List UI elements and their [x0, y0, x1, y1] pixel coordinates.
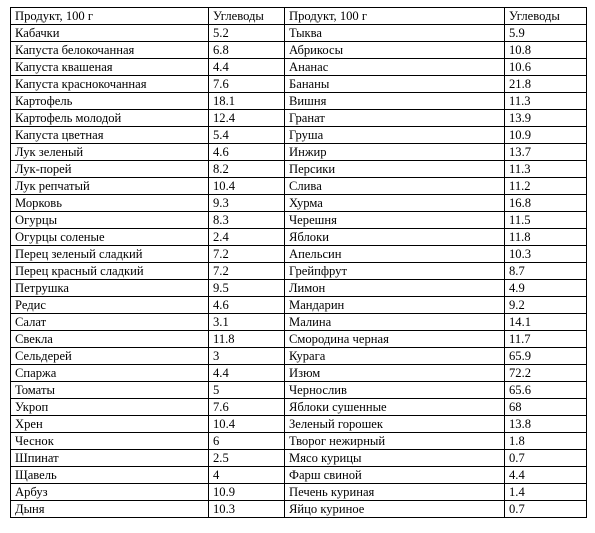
table-row — [11, 484, 587, 501]
table-row — [11, 110, 587, 127]
cell-carbs-right: 9.2 — [505, 297, 587, 314]
cell-product-right: Черешня — [285, 212, 505, 229]
cell-carbs-left: 4.6 — [209, 144, 285, 161]
carbs-table — [10, 7, 587, 518]
table-row — [11, 246, 587, 263]
cell-carbs-right: 10.9 — [505, 127, 587, 144]
cell-carbs-left: 7.2 — [209, 263, 285, 280]
cell-product-right: Яблоки — [285, 229, 505, 246]
cell-carbs-right: 1.4 — [505, 484, 587, 501]
table-row — [11, 331, 587, 348]
cell-product-right: Мандарин — [285, 297, 505, 314]
cell-product-left: Арбуз — [11, 484, 209, 501]
cell-product-right: Курага — [285, 348, 505, 365]
cell-carbs-right: 11.8 — [505, 229, 587, 246]
table-row — [11, 416, 587, 433]
cell-carbs-right: 65.9 — [505, 348, 587, 365]
cell-product-left: Дыня — [11, 501, 209, 518]
cell-product-left: Кабачки — [11, 25, 209, 42]
cell-carbs-left: 5.2 — [209, 25, 285, 42]
cell-product-left: Салат — [11, 314, 209, 331]
cell-product-left: Картофель молодой — [11, 110, 209, 127]
cell-carbs-left: 10.9 — [209, 484, 285, 501]
table-row — [11, 365, 587, 382]
cell-product-right: Грейпфрут — [285, 263, 505, 280]
cell-product-left: Свекла — [11, 331, 209, 348]
cell-carbs-right: 65.6 — [505, 382, 587, 399]
cell-carbs-right: 4.9 — [505, 280, 587, 297]
table-row — [11, 501, 587, 518]
cell-carbs-left: 7.6 — [209, 399, 285, 416]
cell-carbs-left: 2.5 — [209, 450, 285, 467]
cell-carbs-right: 68 — [505, 399, 587, 416]
cell-carbs-right: 10.3 — [505, 246, 587, 263]
table-row — [11, 399, 587, 416]
cell-carbs-right: 14.1 — [505, 314, 587, 331]
cell-carbs-right: 0.7 — [505, 450, 587, 467]
table-row — [11, 212, 587, 229]
cell-product-right: Яйцо куриное — [285, 501, 505, 518]
table-row — [11, 467, 587, 484]
cell-product-right: Бананы — [285, 76, 505, 93]
cell-carbs-right: 11.3 — [505, 161, 587, 178]
cell-product-right: Зеленый горошек — [285, 416, 505, 433]
cell-product-right: Мясо курицы — [285, 450, 505, 467]
cell-carbs-right: 13.7 — [505, 144, 587, 161]
cell-product-left: Лук зеленый — [11, 144, 209, 161]
table-row — [11, 280, 587, 297]
cell-carbs-right: 11.5 — [505, 212, 587, 229]
cell-product-right: Фарш свиной — [285, 467, 505, 484]
cell-carbs-right: 10.6 — [505, 59, 587, 76]
cell-product-left: Хрен — [11, 416, 209, 433]
cell-product-left: Сельдерей — [11, 348, 209, 365]
table-row — [11, 433, 587, 450]
cell-carbs-left: 10.4 — [209, 416, 285, 433]
carbs-table-body — [11, 8, 587, 518]
cell-product-left: Перец красный сладкий — [11, 263, 209, 280]
table-row — [11, 297, 587, 314]
cell-product-left: Укроп — [11, 399, 209, 416]
cell-carbs-left: 4 — [209, 467, 285, 484]
cell-carbs-left: 4.6 — [209, 297, 285, 314]
cell-carbs-left: 7.6 — [209, 76, 285, 93]
cell-product-left: Морковь — [11, 195, 209, 212]
cell-product-left: Капуста белокочанная — [11, 42, 209, 59]
cell-carbs-left: 8.2 — [209, 161, 285, 178]
table-row — [11, 127, 587, 144]
cell-product-right: Чернослив — [285, 382, 505, 399]
table-row — [11, 314, 587, 331]
cell-product-left: Огурцы соленые — [11, 229, 209, 246]
cell-carbs-left: 6 — [209, 433, 285, 450]
cell-carbs-left: 10.4 — [209, 178, 285, 195]
cell-product-right: Ананас — [285, 59, 505, 76]
cell-product-left: Лук-порей — [11, 161, 209, 178]
cell-carbs-left: 6.8 — [209, 42, 285, 59]
cell-product-left: Спаржа — [11, 365, 209, 382]
cell-product-left: Петрушка — [11, 280, 209, 297]
cell-carbs-left: 3 — [209, 348, 285, 365]
cell-carbs-right: 16.8 — [505, 195, 587, 212]
header-carbs-right: Углеводы — [505, 8, 587, 25]
cell-product-left: Лук репчатый — [11, 178, 209, 195]
cell-product-right: Яблоки сушенные — [285, 399, 505, 416]
cell-carbs-left: 9.5 — [209, 280, 285, 297]
cell-product-right: Персики — [285, 161, 505, 178]
cell-product-right: Тыква — [285, 25, 505, 42]
table-row — [11, 161, 587, 178]
cell-carbs-left: 4.4 — [209, 365, 285, 382]
table-row — [11, 195, 587, 212]
cell-product-left: Картофель — [11, 93, 209, 110]
cell-product-left: Перец зеленый сладкий — [11, 246, 209, 263]
cell-carbs-right: 10.8 — [505, 42, 587, 59]
table-row — [11, 42, 587, 59]
cell-product-right: Смородина черная — [285, 331, 505, 348]
cell-product-left: Огурцы — [11, 212, 209, 229]
cell-product-left: Щавель — [11, 467, 209, 484]
cell-product-left: Редис — [11, 297, 209, 314]
cell-product-right: Изюм — [285, 365, 505, 382]
cell-carbs-right: 72.2 — [505, 365, 587, 382]
cell-carbs-left: 12.4 — [209, 110, 285, 127]
cell-product-right: Лимон — [285, 280, 505, 297]
header-product-left: Продукт, 100 г — [11, 8, 209, 25]
cell-product-left: Чеснок — [11, 433, 209, 450]
table-row — [11, 229, 587, 246]
header-row — [11, 8, 587, 25]
cell-product-right: Инжир — [285, 144, 505, 161]
cell-carbs-right: 11.7 — [505, 331, 587, 348]
cell-carbs-left: 5.4 — [209, 127, 285, 144]
cell-product-left: Томаты — [11, 382, 209, 399]
cell-product-right: Малина — [285, 314, 505, 331]
cell-product-right: Груша — [285, 127, 505, 144]
cell-product-left: Капуста квашеная — [11, 59, 209, 76]
cell-carbs-left: 8.3 — [209, 212, 285, 229]
table-row — [11, 59, 587, 76]
cell-carbs-right: 13.9 — [505, 110, 587, 127]
cell-carbs-left: 7.2 — [209, 246, 285, 263]
cell-product-left: Капуста краснокочанная — [11, 76, 209, 93]
cell-product-left: Шпинат — [11, 450, 209, 467]
cell-product-right: Творог нежирный — [285, 433, 505, 450]
cell-carbs-left: 11.8 — [209, 331, 285, 348]
cell-carbs-right: 4.4 — [505, 467, 587, 484]
cell-carbs-right: 0.7 — [505, 501, 587, 518]
table-row — [11, 25, 587, 42]
table-row — [11, 76, 587, 93]
cell-carbs-left: 3.1 — [209, 314, 285, 331]
cell-carbs-left: 5 — [209, 382, 285, 399]
cell-product-right: Слива — [285, 178, 505, 195]
cell-carbs-right: 21.8 — [505, 76, 587, 93]
cell-carbs-left: 9.3 — [209, 195, 285, 212]
cell-product-right: Печень куриная — [285, 484, 505, 501]
table-row — [11, 144, 587, 161]
table-row — [11, 450, 587, 467]
header-product-right: Продукт, 100 г — [285, 8, 505, 25]
cell-product-right: Гранат — [285, 110, 505, 127]
cell-product-left: Капуста цветная — [11, 127, 209, 144]
cell-carbs-right: 5.9 — [505, 25, 587, 42]
table-row — [11, 382, 587, 399]
cell-product-right: Хурма — [285, 195, 505, 212]
cell-carbs-left: 18.1 — [209, 93, 285, 110]
cell-carbs-left: 10.3 — [209, 501, 285, 518]
cell-carbs-right: 13.8 — [505, 416, 587, 433]
cell-carbs-right: 1.8 — [505, 433, 587, 450]
cell-carbs-left: 2.4 — [209, 229, 285, 246]
table-row — [11, 178, 587, 195]
table-row — [11, 93, 587, 110]
cell-carbs-right: 11.3 — [505, 93, 587, 110]
cell-carbs-left: 4.4 — [209, 59, 285, 76]
table-row — [11, 348, 587, 365]
cell-product-right: Апельсин — [285, 246, 505, 263]
cell-carbs-right: 11.2 — [505, 178, 587, 195]
table-row — [11, 263, 587, 280]
header-carbs-left: Углеводы — [209, 8, 285, 25]
cell-product-right: Абрикосы — [285, 42, 505, 59]
cell-carbs-right: 8.7 — [505, 263, 587, 280]
cell-product-right: Вишня — [285, 93, 505, 110]
